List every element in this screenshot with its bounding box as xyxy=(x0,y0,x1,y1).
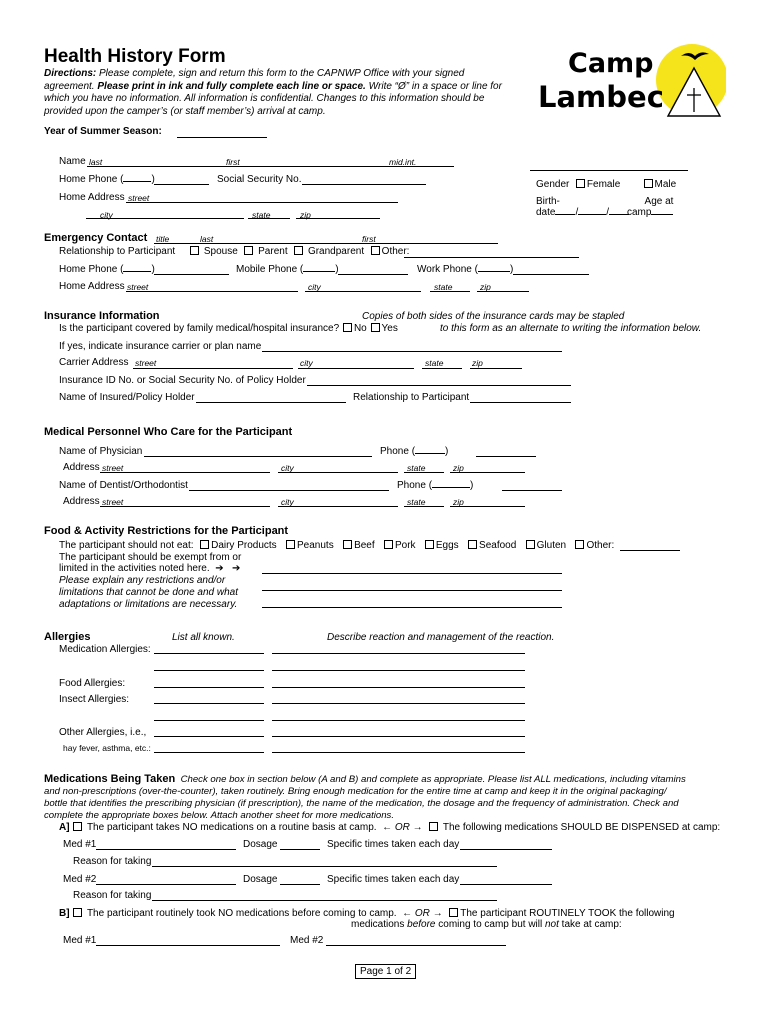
a-med1-reason-label: Reason for taking xyxy=(73,856,152,867)
emergency-address-label: Home Address xyxy=(59,281,125,292)
home-address-field[interactable] xyxy=(126,202,398,203)
medication-allergy-reaction-field-2[interactable] xyxy=(272,670,525,671)
season-label: Year of Summer Season: xyxy=(44,126,162,137)
allergies-title: Allergies xyxy=(44,631,91,643)
address-state-field[interactable] xyxy=(248,218,290,219)
insect-allergy-field[interactable] xyxy=(154,703,264,704)
seafood-checkbox[interactable] xyxy=(468,540,477,549)
name-last-hint: last xyxy=(89,157,103,167)
directions-rest: Write “Ø” in a space or line for which you have no information. All information is confidential. Changes to this information should be provided upon the camper’s (or staff member’s) arrival at camp. xyxy=(44,80,502,117)
emergency-mobile-phone: Mobile Phone ( ) xyxy=(236,264,339,275)
peanuts-checkbox[interactable] xyxy=(286,540,295,549)
grandparent-checkbox[interactable] xyxy=(294,246,303,255)
insect-allergy-reaction-field-2[interactable] xyxy=(272,720,525,721)
exempt-line-2: limited in the activities noted here. ➔ ➔ xyxy=(59,563,241,574)
address-zip-field[interactable] xyxy=(296,218,380,219)
gluten-checkbox[interactable] xyxy=(526,540,535,549)
a-med2-times-field[interactable] xyxy=(460,884,552,885)
a-med2-field[interactable] xyxy=(96,884,236,885)
a-dispense-checkbox[interactable] xyxy=(429,822,438,831)
b-med1-label: Med #1 xyxy=(63,935,97,946)
camp-lambec-logo xyxy=(536,40,726,120)
address-state-hint: state xyxy=(252,210,271,220)
a-med1-dosage-label: Dosage xyxy=(243,839,278,850)
name-label: Name xyxy=(59,156,86,167)
copies-note-1: Copies of both sides of the insurance cards may be stapled xyxy=(362,311,625,322)
b-med2-field[interactable] xyxy=(326,945,506,946)
b-med2-label: Med #2 xyxy=(290,935,324,946)
arrow-right-icon-2: ➔ xyxy=(231,563,241,574)
page-number: Page 1 of 2 xyxy=(355,964,416,979)
physician-field[interactable] xyxy=(144,456,372,457)
name-first-hint: first xyxy=(226,157,240,167)
emergency-name-field[interactable] xyxy=(154,243,498,244)
describe-hint: Describe reaction and management of the reaction. xyxy=(327,632,555,643)
other-relationship-checkbox[interactable] xyxy=(371,246,380,255)
emergency-state-field[interactable] xyxy=(430,291,470,292)
physician-street-field[interactable] xyxy=(100,472,270,473)
dentist-city-hint: city xyxy=(281,497,294,507)
a-med1-reason-field[interactable] xyxy=(152,866,497,867)
insurance-yes-checkbox[interactable] xyxy=(371,323,380,332)
exempt-line-1: The participant should be exempt from or xyxy=(59,552,242,563)
emergency-city-hint: city xyxy=(308,282,321,292)
physician-address-label: Address xyxy=(63,462,100,473)
insect-allergies-label: Insect Allergies: xyxy=(59,694,130,705)
dentist-field[interactable] xyxy=(189,490,389,491)
logo-line2: Lambec xyxy=(538,80,664,114)
birthdate-label: Birth- date / / xyxy=(536,196,629,218)
other-allergy-field[interactable] xyxy=(154,736,264,737)
a-med2-dosage-field[interactable] xyxy=(280,884,320,885)
emergency-state-hint: state xyxy=(434,282,453,292)
medications-intro-1: Medications Being Taken Check one box in section below (A and B) and complete as appropriate. Please list ALL medications, including vitamins xyxy=(44,773,686,785)
a-med2-reason-field[interactable] xyxy=(152,900,497,901)
insect-allergy-field-2[interactable] xyxy=(154,720,264,721)
name-mid-hint: mid.int. xyxy=(389,157,417,167)
emergency-street-hint: street xyxy=(127,282,149,292)
other-food-checkbox[interactable] xyxy=(575,540,584,549)
carrier-street-field[interactable] xyxy=(133,368,293,369)
beef-checkbox[interactable] xyxy=(343,540,352,549)
physician-phone: Phone ( ) xyxy=(380,446,449,457)
ssn-field[interactable] xyxy=(302,184,426,185)
medications-intro-4: complete the appropriate boxes below. Attach another sheet for more medications. xyxy=(44,810,395,821)
arrow-right-icon-3: → xyxy=(412,822,423,833)
insurance-id-field[interactable] xyxy=(307,385,571,386)
food-row: The participant should not eat: Dairy Products Peanuts Beef Pork Eggs Seafood Gluten Other: xyxy=(59,540,615,551)
insured-relationship-label: Relationship to Participant xyxy=(353,392,470,403)
section-a-row: A] The participant takes NO medications on a routine basis at camp. ← OR → The following medications SHOULD BE DISPENSED at camp: xyxy=(59,822,721,833)
directions-text: Please complete, sign and return this form to the CAPNWP Office with your signed agreement. xyxy=(44,68,465,92)
physician-zip-field[interactable] xyxy=(450,472,525,473)
dentist-state-hint: state xyxy=(407,497,426,507)
emergency-city-field[interactable] xyxy=(305,291,421,292)
carrier-state-hint: state xyxy=(425,358,444,368)
carrier-address-label: Carrier Address xyxy=(59,357,129,368)
gender-label: Gender Female Male xyxy=(536,179,677,190)
home-address-label: Home Address xyxy=(59,192,125,203)
covered-row: Is the participant covered by family medical/hospital insurance? No Yes xyxy=(59,323,398,334)
eggs-checkbox[interactable] xyxy=(425,540,434,549)
physician-zip-hint: zip xyxy=(453,463,464,473)
b-med1-field[interactable] xyxy=(96,945,280,946)
pork-checkbox[interactable] xyxy=(384,540,393,549)
a-med1-dosage-field[interactable] xyxy=(280,849,320,850)
form-title: Health History Form xyxy=(44,46,226,67)
address-city-field[interactable] xyxy=(86,218,244,219)
other-food-field[interactable] xyxy=(620,550,680,551)
food-allergy-reaction-field[interactable] xyxy=(272,687,525,688)
arrow-left-icon: ← xyxy=(382,822,393,833)
emergency-last-hint: last xyxy=(200,234,214,244)
physician-state-field[interactable] xyxy=(404,472,444,473)
medication-allergies-label: Medication Allergies: xyxy=(59,644,151,655)
address-street-hint: street xyxy=(128,193,150,203)
emergency-street-field[interactable] xyxy=(126,291,298,292)
emergency-home-phone: Home Phone ( ) xyxy=(59,264,155,275)
physician-label: Name of Physician xyxy=(59,446,143,457)
carrier-zip-field[interactable] xyxy=(470,368,522,369)
explain-line-3: adaptations or limitations are necessary. xyxy=(59,599,238,610)
season-field[interactable] xyxy=(177,137,267,138)
b-routinely-checkbox[interactable] xyxy=(449,908,458,917)
dentist-label: Name of Dentist/Orthodontist xyxy=(59,480,188,491)
explain-line-2: limitations that cannot be done and what xyxy=(59,587,239,598)
restriction-field-3[interactable] xyxy=(262,607,562,608)
a-med1-times-field[interactable] xyxy=(460,849,552,850)
carrier-city-hint: city xyxy=(300,358,313,368)
physician-city-hint: city xyxy=(281,463,294,473)
ssn-label: Social Security No. xyxy=(217,174,302,185)
male-checkbox[interactable] xyxy=(644,179,653,188)
arrow-left-icon-2: ← xyxy=(402,908,413,919)
food-allergies-label: Food Allergies: xyxy=(59,678,126,689)
list-all-hint: List all known. xyxy=(172,632,235,643)
physician-street-hint: street xyxy=(102,463,124,473)
directions xyxy=(44,68,514,118)
restriction-field-1[interactable] xyxy=(262,573,562,574)
emergency-mobile-field[interactable] xyxy=(338,274,408,275)
medication-allergy-reaction-field[interactable] xyxy=(272,653,525,654)
medical-title: Medical Personnel Who Care for the Participant xyxy=(44,426,293,438)
dentist-phone: Phone ( ) xyxy=(397,480,474,491)
relationship-row: Relationship to Participant Spouse Parent Grandparent Other: xyxy=(59,246,410,257)
dentist-city-field[interactable] xyxy=(278,506,398,507)
b-no-meds-checkbox[interactable] xyxy=(73,908,82,917)
emergency-zip-field[interactable] xyxy=(477,291,529,292)
insurance-title: Insurance Information xyxy=(44,310,160,322)
section-b-row: B] The participant routinely took NO medications before coming to camp. ← OR → The participant ROUTINELY TOOK the following xyxy=(59,908,675,919)
explain-line-1: Please explain any restrictions and/or xyxy=(59,575,226,586)
spouse-checkbox[interactable] xyxy=(190,246,199,255)
carrier-label: If yes, indicate insurance carrier or plan name xyxy=(59,341,262,352)
dentist-street-field[interactable] xyxy=(100,506,270,507)
a-med1-label: Med #1 xyxy=(63,839,97,850)
other-allergies-label: Other Allergies, i.e., xyxy=(59,727,147,738)
emergency-title-hint: title xyxy=(156,234,170,244)
section-b-line-2: medications before coming to camp but will not take at camp: xyxy=(351,919,622,930)
female-checkbox[interactable] xyxy=(576,179,585,188)
emergency-home-phone-field[interactable] xyxy=(154,274,229,275)
carrier-city-field[interactable] xyxy=(298,368,414,369)
dentist-phone-field[interactable] xyxy=(502,490,562,491)
other-allergies-label-2: hay fever, asthma, etc.: xyxy=(63,743,151,753)
directions-bold: Please print in ink and fully complete each line or space. xyxy=(97,80,366,92)
medications-intro-3: bottle that identifies the prescribing physician (if prescription), the name of the medication, the dosage and the frequency of administration. Check and xyxy=(44,798,679,809)
arrow-right-icon: ➔ xyxy=(215,563,224,574)
home-phone-label: Home Phone ( ) xyxy=(59,174,155,185)
logo-line1: Camp xyxy=(568,48,654,79)
a-med1-field[interactable] xyxy=(96,849,236,850)
a-med2-dosage-label: Dosage xyxy=(243,874,278,885)
insect-allergy-reaction-field[interactable] xyxy=(272,703,525,704)
carrier-state-field[interactable] xyxy=(422,368,462,369)
a-no-meds-checkbox[interactable] xyxy=(73,822,82,831)
insurance-no-checkbox[interactable] xyxy=(343,323,352,332)
carrier-zip-hint: zip xyxy=(472,358,483,368)
dairy-checkbox[interactable] xyxy=(200,540,209,549)
other-relationship-field[interactable] xyxy=(404,257,579,258)
other-allergy-field-2[interactable] xyxy=(154,752,264,753)
address-zip-hint: zip xyxy=(300,210,311,220)
medication-allergy-field[interactable] xyxy=(154,653,264,654)
medication-allergy-field-2[interactable] xyxy=(154,670,264,671)
emergency-work-phone: Work Phone ( ) xyxy=(417,264,514,275)
other-allergy-reaction-field-2[interactable] xyxy=(272,752,525,753)
insured-label: Name of Insured/Policy Holder xyxy=(59,392,195,403)
dentist-state-field[interactable] xyxy=(404,506,444,507)
dentist-street-hint: street xyxy=(102,497,124,507)
dentist-zip-hint: zip xyxy=(453,497,464,507)
a-med1-times-label: Specific times taken each day xyxy=(327,839,460,850)
carrier-field[interactable] xyxy=(262,351,562,352)
address-city-hint: city xyxy=(100,210,113,220)
photo-line xyxy=(530,170,688,171)
dentist-address-label: Address xyxy=(63,496,100,507)
directions-label: Directions: xyxy=(44,68,97,79)
insured-field[interactable] xyxy=(196,402,346,403)
a-med2-reason-label: Reason for taking xyxy=(73,890,152,901)
arrow-right-icon-4: → xyxy=(432,908,443,919)
parent-checkbox[interactable] xyxy=(244,246,253,255)
food-title: Food & Activity Restrictions for the Participant xyxy=(44,525,289,537)
insurance-id-label: Insurance ID No. or Social Security No. of Policy Holder xyxy=(59,375,306,386)
emergency-zip-hint: zip xyxy=(480,282,491,292)
emergency-work-field[interactable] xyxy=(513,274,589,275)
a-med2-label: Med #2 xyxy=(63,874,97,885)
food-allergy-field[interactable] xyxy=(154,687,264,688)
physician-city-field[interactable] xyxy=(278,472,398,473)
age-label: Age at camp xyxy=(627,196,674,218)
home-phone-field[interactable] xyxy=(154,184,209,185)
physician-phone-field[interactable] xyxy=(476,456,536,457)
copies-note-2: to this form as an alternate to writing the information below. xyxy=(440,323,702,334)
carrier-street-hint: street xyxy=(135,358,157,368)
emergency-title: Emergency Contact xyxy=(44,232,148,244)
other-allergy-reaction-field[interactable] xyxy=(272,736,525,737)
physician-state-hint: state xyxy=(407,463,426,473)
medications-intro-2: and non-prescriptions (over-the-counter), taken routinely. Bring enough medication for the entire time at camp and keep it in the original packaging/ xyxy=(44,786,667,797)
insured-relationship-field[interactable] xyxy=(470,402,571,403)
restriction-field-2[interactable] xyxy=(262,590,562,591)
a-med2-times-label: Specific times taken each day xyxy=(327,874,460,885)
emergency-first-hint: first xyxy=(362,234,376,244)
dentist-zip-field[interactable] xyxy=(450,506,525,507)
